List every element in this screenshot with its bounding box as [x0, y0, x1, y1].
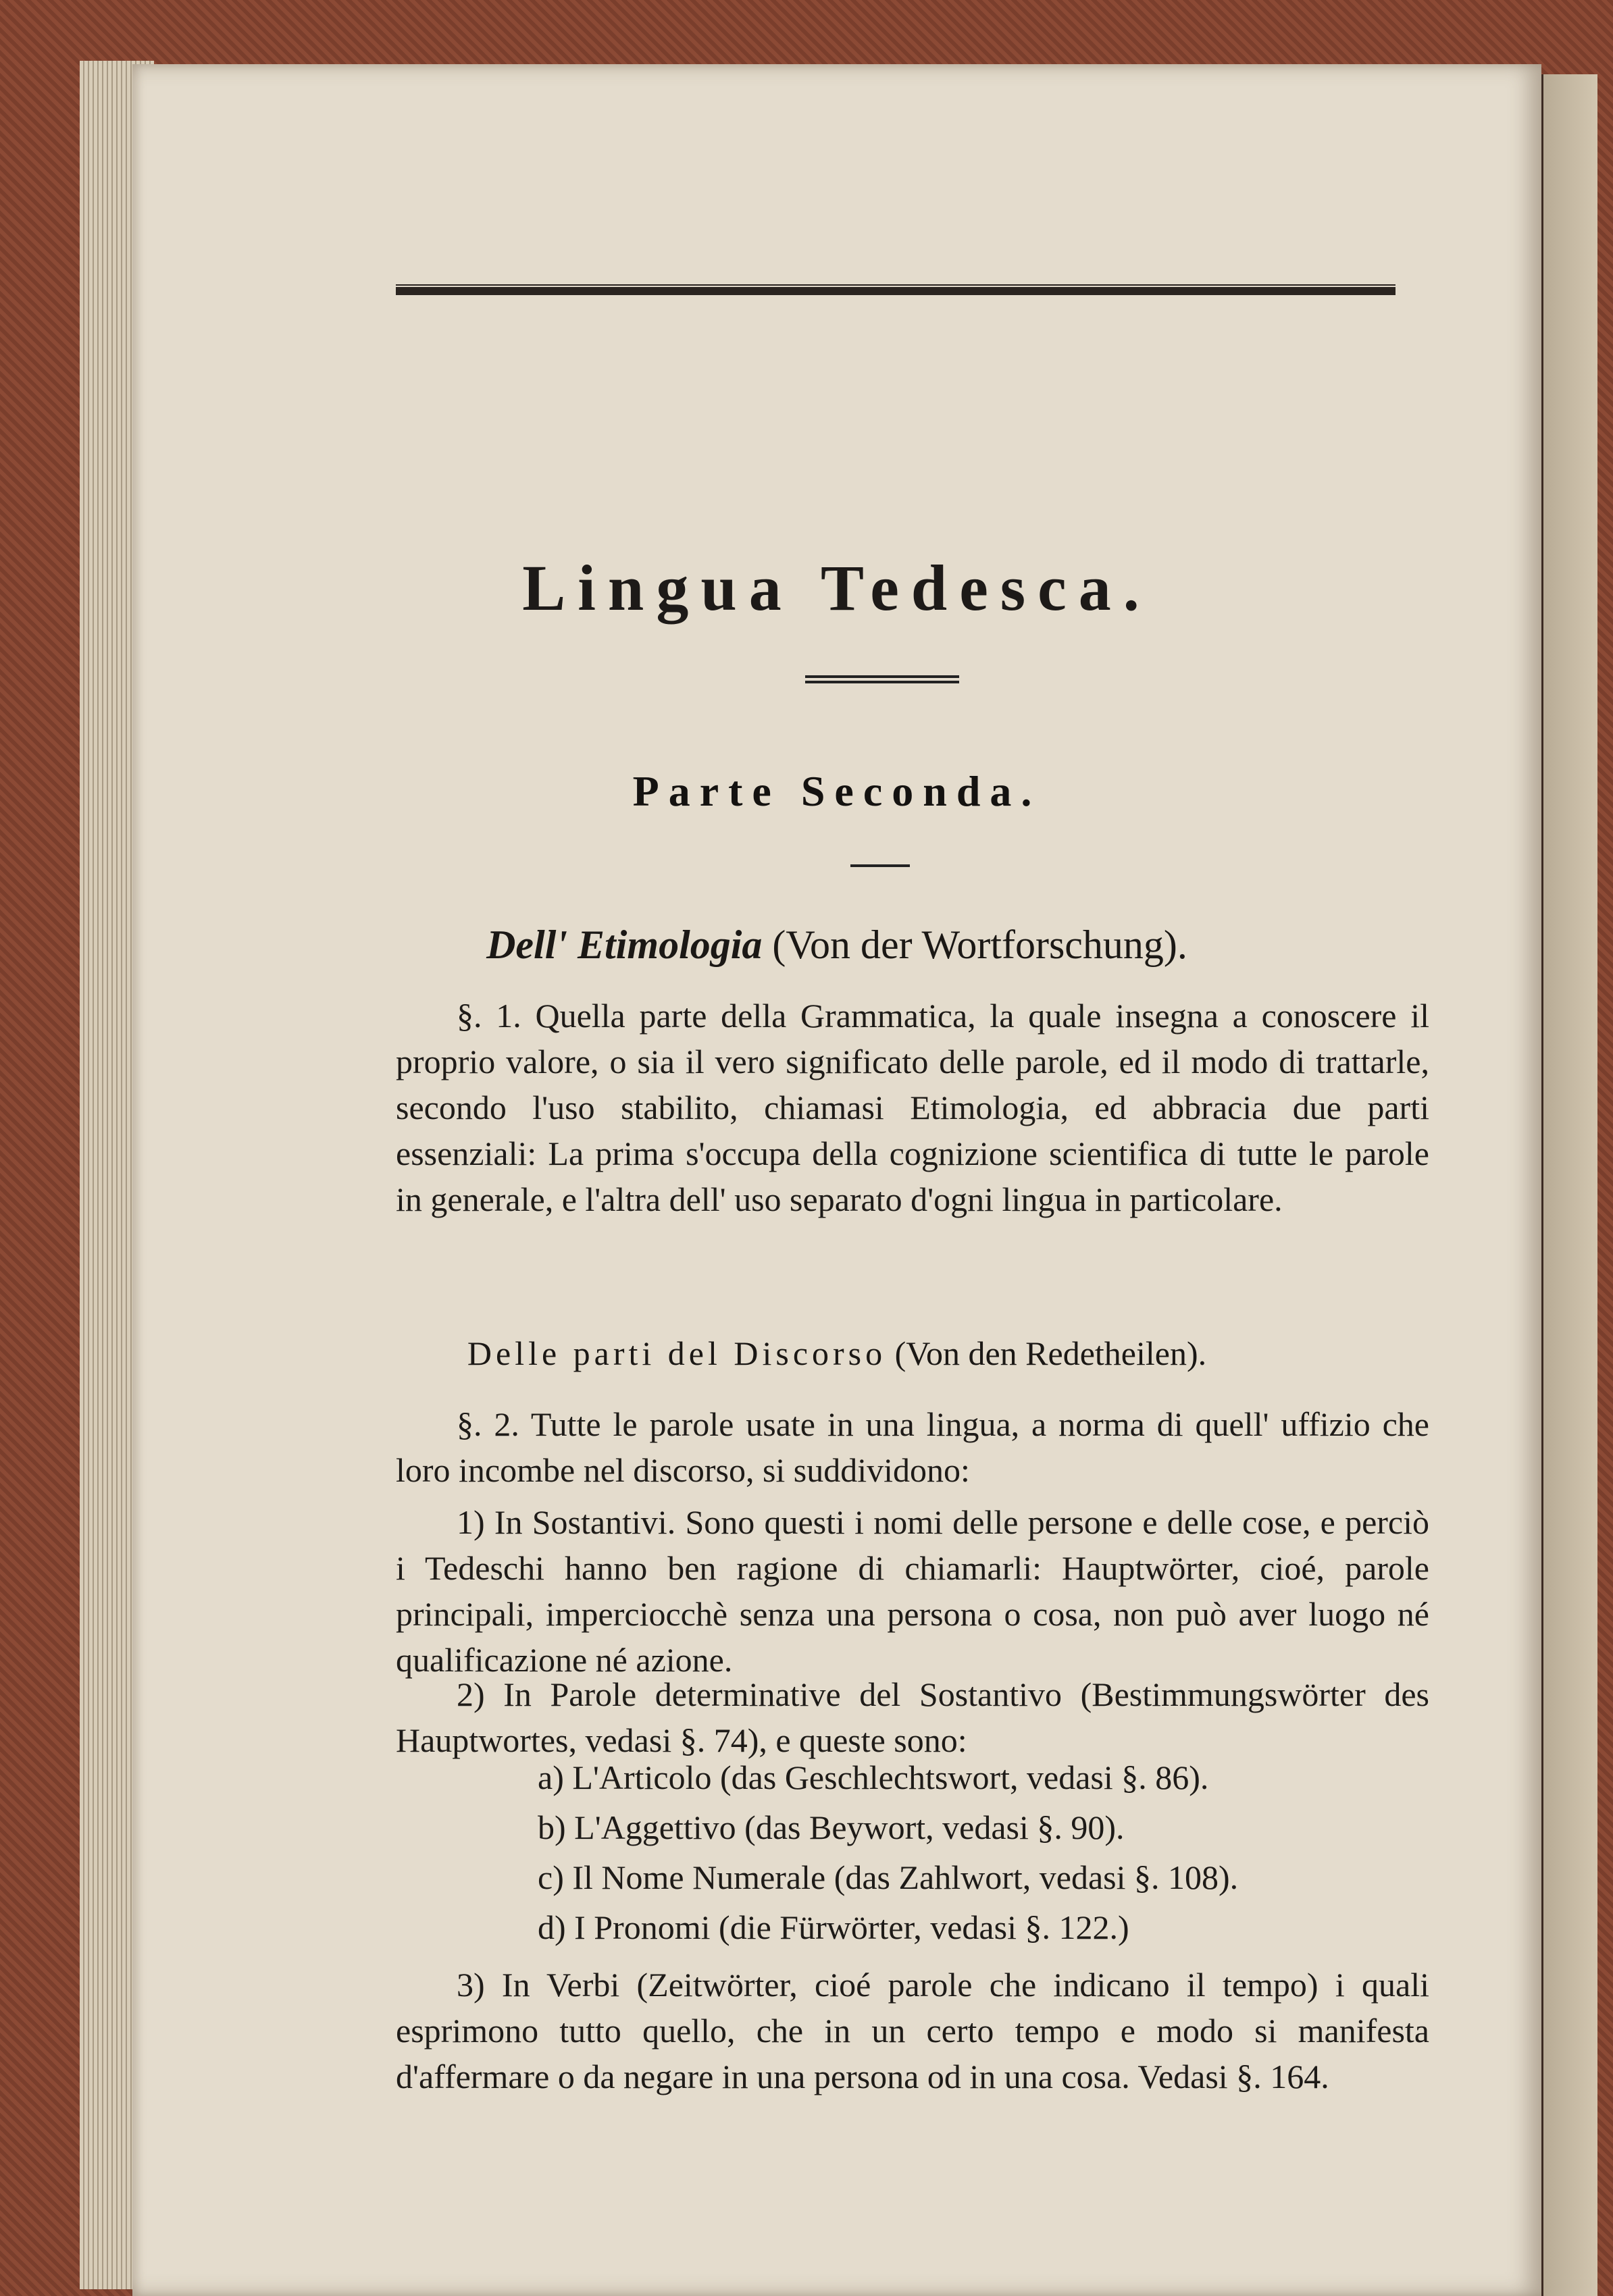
facing-page-edge	[1541, 74, 1597, 2296]
paragraph-1	[396, 993, 1429, 1222]
etymology-heading-german: (Von der Wortforschung).	[772, 922, 1187, 967]
list-item: b) L'Aggettivo (das Beywort, vedasi §. 90).	[538, 1808, 1125, 1846]
paragraph-4-text: 2) In Parole determinative del Sostantivo (Bestimmungswörter des Hauptwortes, vedasi §. 74), e queste sono:	[396, 1675, 1429, 1759]
paragraph-2-text: §. 2. Tutte le parole usate in una lingua, a norma di quell' uffizio che loro incombe nel discorso, si suddividono:	[396, 1405, 1429, 1489]
section-heading-italian: Delle parti del Discorso	[467, 1334, 887, 1372]
list-item: c) Il Nome Numerale (das Zahlwort, vedasi §. 108).	[538, 1858, 1239, 1896]
paragraph-1-text: §. 1. Quella parte della Grammatica, la quale insegna a conoscere il proprio valore, o sia il vero significato delle parole, ed il modo di trattarle, secondo l'uso stabilito, chiamasi Etimologia, ed abbracia due parti essenziali: La prima s'occupa della cognizione scientifica di tutte le parole in generale, e l'altra dell' uso separato d'ogni lingua in particolare.	[396, 997, 1429, 1218]
etymology-heading-italian: Dell' Etimologia	[486, 922, 763, 967]
section-heading-german: (Von den Redetheilen).	[894, 1334, 1207, 1372]
book-page	[132, 64, 1541, 2296]
short-rule-divider	[850, 864, 910, 867]
section-heading	[132, 1334, 1541, 1373]
etymology-heading	[132, 922, 1541, 968]
paragraph-3-text: 1) In Sostantivi. Sono questi i nomi delle persone e delle cose, e perciò i Tedeschi hanno ben ragione di chiamarli: Hauptwörter, cioé, parole principali, imperciocchè senza una persona o cosa, non può aver luogo né qualificazione né azione.	[396, 1503, 1429, 1679]
header-rule	[396, 287, 1396, 295]
list-item: a) L'Articolo (das Geschlechtswort, vedasi §. 86).	[538, 1758, 1209, 1796]
paragraph-5-text: 3) In Verbi (Zeitwörter, cioé parole che indicano il tempo) i quali esprimono tutto quello, che in un certo tempo e modo si manifesta d'affermare o da negare in una persona od in una cosa. Vedasi §. 164.	[396, 1966, 1429, 2095]
word-class-list	[538, 1752, 1416, 1952]
paragraph-4	[396, 1671, 1429, 1763]
double-rule-divider	[805, 675, 959, 683]
paragraph-3	[396, 1499, 1429, 1683]
list-item: d) I Pronomi (die Fürwörter, vedasi §. 122.)	[538, 1908, 1129, 1946]
paragraph-2	[396, 1401, 1429, 1493]
part-heading: Parte Seconda.	[632, 767, 1042, 815]
page-title: Lingua Tedesca.	[522, 552, 1152, 624]
paragraph-5	[396, 1962, 1429, 2099]
